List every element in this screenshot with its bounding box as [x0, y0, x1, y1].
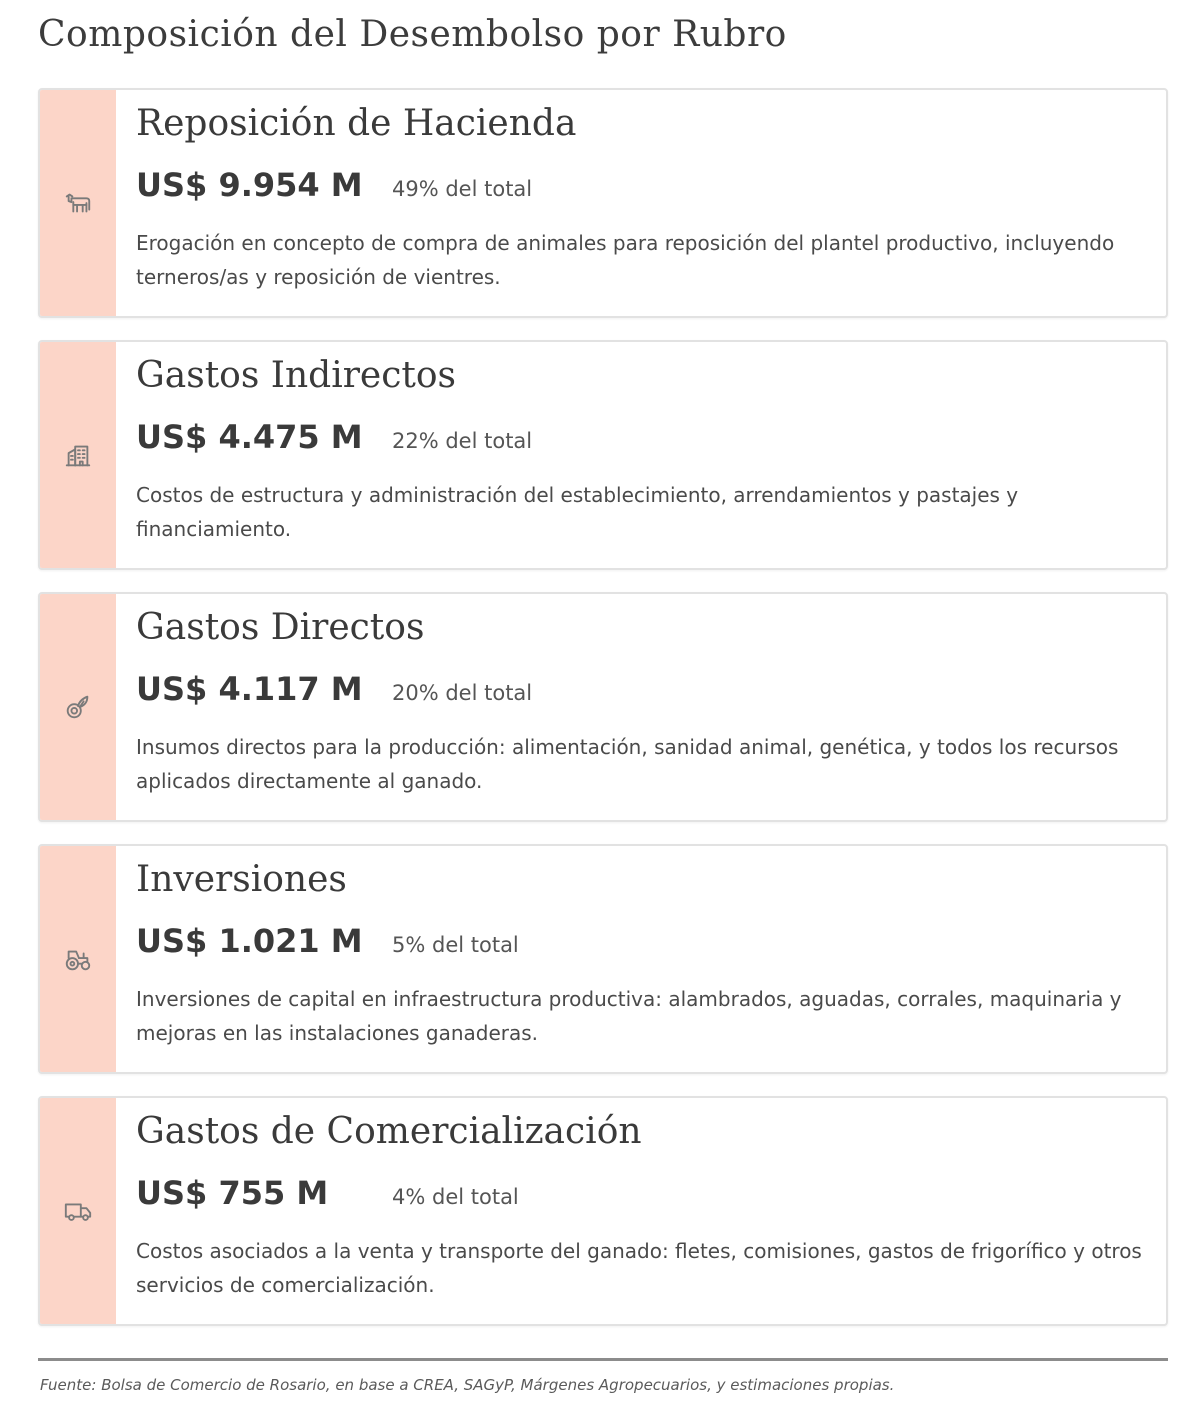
- seedling-icon: [63, 692, 93, 722]
- truck-icon: [63, 1196, 93, 1226]
- card-share: 20% del total: [392, 681, 533, 705]
- card-title: Reposición de Hacienda: [136, 103, 577, 144]
- card-description: Insumos directos para la producción: alimentación, sanidad animal, genética, y todos los recursos aplicados directamente al ganado.: [136, 735, 1119, 793]
- card-share: 5% del total: [392, 933, 519, 957]
- card-accent-strip: [40, 1098, 116, 1324]
- card-accent-strip: [40, 594, 116, 820]
- card-body: [116, 1098, 1166, 1324]
- card-title: Gastos Indirectos: [136, 355, 457, 396]
- cow-icon: [63, 188, 93, 218]
- tractor-icon: [63, 944, 93, 974]
- category-card-list: [38, 88, 1168, 1348]
- card-accent-strip: [40, 846, 116, 1072]
- card-share: 22% del total: [392, 429, 533, 453]
- card-amount: US$ 4.117 M: [136, 670, 363, 708]
- card-body: [116, 594, 1166, 820]
- card-description: Inversiones de capital en infraestructura productiva: alambrados, aguadas, corrales, maquinaria y mejoras en las instalaciones ganaderas.: [136, 987, 1122, 1045]
- card-share: 49% del total: [392, 177, 533, 201]
- card-share: 4% del total: [392, 1185, 519, 1209]
- card-description: Costos asociados a la venta y transporte del ganado: fletes, comisiones, gastos de frigorífico y otros servicios de comercialización.: [136, 1239, 1142, 1297]
- category-card-inversiones: [38, 844, 1168, 1074]
- card-title: Gastos de Comercialización: [136, 1111, 642, 1152]
- footer-divider: [38, 1358, 1168, 1361]
- card-accent-strip: [40, 342, 116, 568]
- page-title: Composición del Desembolso por Rubro: [38, 14, 787, 55]
- card-amount: US$ 9.954 M: [136, 166, 363, 204]
- category-card-gastos-indirectos: [38, 340, 1168, 570]
- card-body: [116, 342, 1166, 568]
- card-description: Erogación en concepto de compra de animales para reposición del plantel productivo, incluyendo terneros/as y reposición de vientres.: [136, 231, 1115, 289]
- category-card-reposicion: [38, 88, 1168, 318]
- amount-row: [136, 166, 1144, 210]
- buildings-icon: [63, 440, 93, 470]
- card-amount: US$ 755 M: [136, 1174, 329, 1212]
- amount-row: [136, 1174, 1144, 1218]
- amount-row: [136, 670, 1144, 714]
- category-card-gastos-directos: [38, 592, 1168, 822]
- card-title: Inversiones: [136, 859, 347, 900]
- source-note: Fuente: Bolsa de Comercio de Rosario, en base a CREA, SAGyP, Márgenes Agropecuarios, y estimaciones propias.: [40, 1376, 895, 1394]
- amount-row: [136, 922, 1144, 966]
- card-amount: US$ 1.021 M: [136, 922, 363, 960]
- amount-row: [136, 418, 1144, 462]
- card-body: [116, 90, 1166, 316]
- card-body: [116, 846, 1166, 1072]
- card-description: Costos de estructura y administración del establecimiento, arrendamientos y pastajes y financiamiento.: [136, 483, 1019, 541]
- card-amount: US$ 4.475 M: [136, 418, 363, 456]
- card-title: Gastos Directos: [136, 607, 425, 648]
- card-accent-strip: [40, 90, 116, 316]
- category-card-comercializacion: [38, 1096, 1168, 1326]
